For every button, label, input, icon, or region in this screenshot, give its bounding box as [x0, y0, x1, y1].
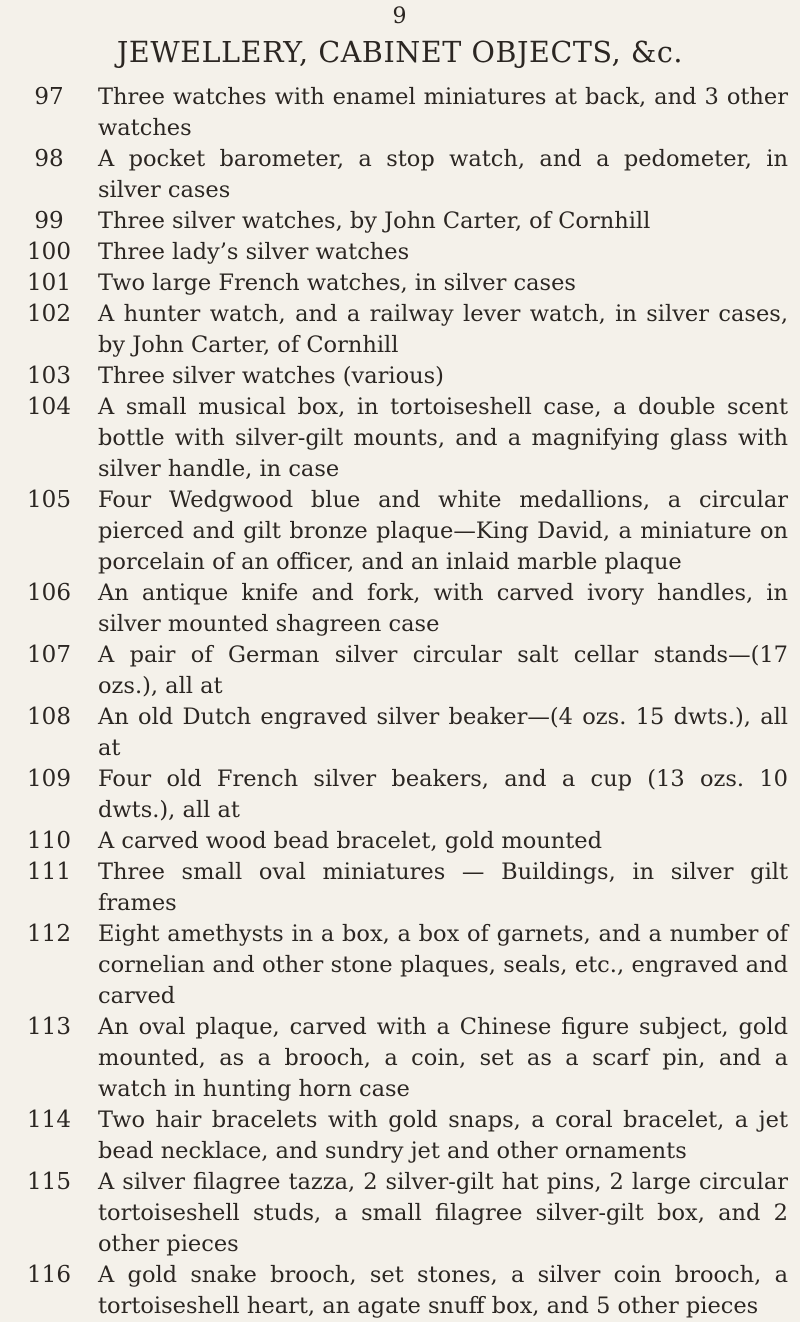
lot-entry: [18, 144, 788, 206]
lot-entry: [18, 764, 788, 826]
lot-description: Three silver watches (various): [98, 363, 444, 389]
lot-number: 109: [27, 766, 71, 792]
lot-number: 108: [27, 704, 71, 730]
lot-description: Two hair bracelets with gold snaps, a coral bracelet, a jet bead necklace, and sundry jet and other ornaments: [98, 1107, 788, 1164]
lot-description: A pair of German silver circular salt cellar stands—(17 ozs.), all at: [98, 642, 788, 699]
lot-entry: [18, 640, 788, 702]
lot-entry: [18, 392, 788, 485]
lot-entry: [18, 1012, 788, 1105]
lot-number: 104: [27, 394, 71, 420]
lot-description: Four old French silver beakers, and a cup (13 ozs. 10 dwts.), all at: [98, 766, 788, 823]
section-heading: JEWELLERY, CABINET OBJECTS, &c.: [116, 36, 684, 69]
page-number: 9: [392, 4, 408, 29]
lot-entry: [18, 206, 788, 237]
lot-entry: [18, 268, 788, 299]
lot-entry: [18, 361, 788, 392]
lot-description: A gold snake brooch, set stones, a silver coin brooch, a tortoiseshell heart, an agate snuff box, and 5 other pieces: [98, 1262, 788, 1319]
lot-entry: [18, 1105, 788, 1167]
lot-entry: [18, 919, 788, 1012]
lot-description: A pocket barometer, a stop watch, and a pedometer, in silver cases: [98, 146, 788, 203]
lot-number: 113: [27, 1014, 71, 1040]
lot-number: 116: [27, 1262, 71, 1288]
lot-description: Two large French watches, in silver cases: [98, 270, 576, 296]
lot-description: A silver filagree tazza, 2 silver-gilt hat pins, 2 large circular tortoiseshell studs, a small filagree silver-gilt box, and 2 other pieces: [98, 1169, 788, 1257]
lot-number: 102: [27, 301, 71, 327]
lot-description: Three watches with enamel miniatures at back, and 3 other watches: [98, 84, 788, 141]
lot-description: An oval plaque, carved with a Chinese figure subject, gold mounted, as a brooch, a coin, set as a scarf pin, and a watch in hunting horn case: [98, 1014, 788, 1102]
lot-description: Three lady’s silver watches: [98, 239, 410, 265]
lot-entry: [18, 299, 788, 361]
lot-entry: [18, 237, 788, 268]
lot-description: A carved wood bead bracelet, gold mounted: [98, 828, 603, 854]
lot-description: Four Wedgwood blue and white medallions, a circular pierced and gilt bronze plaque—King David, a miniature on porcelain of an officer, and an inlaid marble plaque: [98, 487, 788, 575]
lot-number: 107: [27, 642, 71, 668]
lot-number: 105: [27, 487, 71, 513]
lot-list: [18, 82, 788, 1322]
lot-description: A hunter watch, and a railway lever watch, in silver cases, by John Carter, of Cornhill: [98, 301, 788, 358]
lot-description: Three silver watches, by John Carter, of Cornhill: [98, 208, 651, 234]
lot-number: 106: [27, 580, 71, 606]
lot-description: A small musical box, in tortoiseshell case, a double scent bottle with silver-gilt mounts, and a magnifying glass with silver handle, in case: [98, 394, 788, 482]
lot-number: 103: [27, 363, 71, 389]
lot-entry: [18, 702, 788, 764]
lot-description: An antique knife and fork, with carved ivory handles, in silver mounted shagreen case: [98, 580, 788, 637]
lot-number: 114: [27, 1107, 71, 1133]
lot-entry: [18, 485, 788, 578]
lot-number: 112: [27, 921, 71, 947]
lot-number: 110: [27, 828, 71, 854]
lot-number: 99: [34, 208, 64, 234]
lot-entry: [18, 82, 788, 144]
lot-entry: [18, 826, 788, 857]
lot-entry: [18, 1260, 788, 1322]
lot-number: 111: [27, 859, 71, 885]
lot-entry: [18, 578, 788, 640]
lot-number: 100: [27, 239, 71, 265]
lot-entry: [18, 1167, 788, 1260]
lot-number: 98: [34, 146, 64, 172]
lot-description: An old Dutch engraved silver beaker—(4 ozs. 15 dwts.), all at: [98, 704, 788, 761]
lot-number: 115: [27, 1169, 71, 1195]
lot-entry: [18, 857, 788, 919]
lot-number: 97: [34, 84, 64, 110]
lot-description: Three small oval miniatures — Buildings, in silver gilt frames: [98, 859, 788, 916]
lot-number: 101: [27, 270, 71, 296]
lot-description: Eight amethysts in a box, a box of garnets, and a number of cornelian and other stone plaques, seals, etc., engraved and carved: [98, 921, 788, 1009]
